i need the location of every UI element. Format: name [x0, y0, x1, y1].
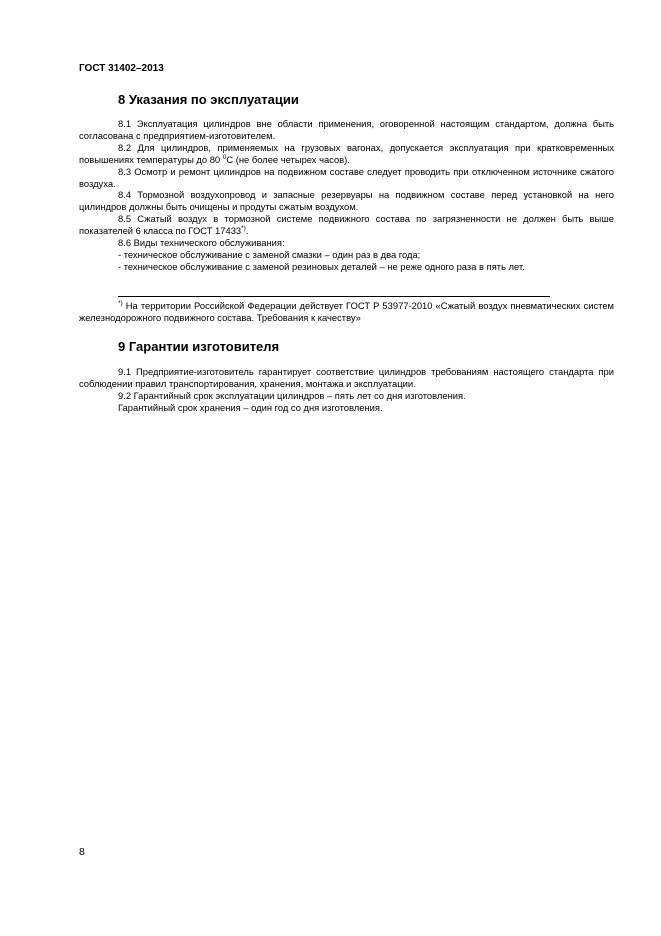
paragraph-8-2	[79, 142, 614, 166]
list-item-maintenance-1: - техническое обслуживание с заменой смазки – один раз в два года;	[118, 248, 421, 260]
paragraph-9-1: 9.1 Предприятие-изготовитель гарантирует соответствие цилиндров требованиям настоящего стандарта при соблюдении правил транспортирования, хранения, монтажа и эксплуатации.	[79, 366, 614, 389]
paragraph-8-4: 8.4 Тормозной воздухопровод и запасные резервуары на подвижном составе перед установкой на него цилиндров должны быть очищены и продуты сжатым воздухом.	[79, 189, 614, 213]
paragraph-8-5-tail: .	[245, 225, 249, 237]
footnote-body: На территории Российской Федерации действует ГОСТ Р 53977-2010 «Сжатый воздух пневматических систем железнодорожного подвижного состава. Требования к качеству»	[79, 300, 614, 323]
paragraph-8-1: 8.1 Эксплуатация цилиндров вне области применения, оговоренной настоящим стандартом, должна быть согласована с предприятием-изготовителем.	[79, 118, 614, 141]
paragraph-8-2-text: 8.2 Для цилиндров, применяемых на грузовых вагонах, допускается эксплуатация при кратковременных повышениях температуры до 80	[79, 141, 614, 165]
paragraph-8-5-text: 8.5 Сжатый воздух в тормозной системе подвижного состава по загрязненности не должен быть выше показателей 6 класса по ГОСТ 17433	[79, 213, 614, 237]
paragraph-8-3: 8.3 Осмотр и ремонт цилиндров на подвижном составе следует проводить при отключенном источнике сжатого воздуха.	[79, 165, 614, 189]
footnote-text	[79, 300, 614, 324]
paragraph-8-2-tail: С (не более четырех часов).	[226, 153, 350, 165]
section-8-body	[79, 118, 614, 273]
paragraph-9-3: Гарантийный срок хранения – один год со дня изготовления.	[118, 401, 383, 413]
footnote	[79, 300, 614, 324]
section-8-title: 8 Указания по эксплуатации	[118, 92, 299, 107]
section-9-body	[79, 366, 614, 414]
paragraph-8-6: 8.6 Виды технического обслуживания:	[118, 237, 285, 249]
paragraph-8-5	[79, 213, 614, 237]
section-9-title: 9 Гарантии изготовителя	[118, 339, 280, 354]
paragraph-9-2: 9.2 Гарантийный срок эксплуатации цилиндров – пять лет со дня изготовления.	[118, 389, 466, 401]
list-item-maintenance-2: - техническое обслуживание с заменой резиновых деталей – не реже одного раза в пять лет.	[118, 260, 525, 272]
page-number: 8	[79, 846, 85, 858]
degree-superscript: 0	[222, 153, 227, 161]
document-header: ГОСТ 31402–2013	[79, 63, 164, 74]
footnote-mark: *)	[118, 300, 123, 307]
footnote-ref: *)	[241, 225, 246, 233]
footnote-divider	[118, 296, 550, 297]
